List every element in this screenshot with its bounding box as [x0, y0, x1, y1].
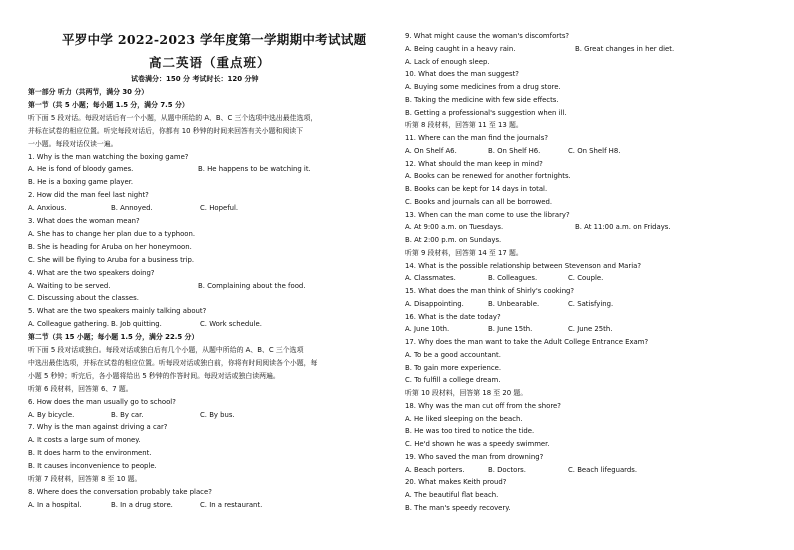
text-line: C. She will be flying to Aruba for a business trip. [28, 255, 195, 264]
exam-meta: 试卷满分：150 分 考试时长：120 分钟 [131, 75, 259, 83]
answer-option: A. At 9:00 a.m. on Tuesdays. [405, 223, 504, 232]
answer-option: A. Anxious. [28, 204, 67, 213]
text-line: 并标在试卷的相应位置。听完每段对话后，你都有 10 秒钟的时间来回答有关小题和阅读下 [28, 126, 303, 135]
answer-option: A. Colleague gathering. [28, 320, 110, 329]
text-line: A. The beautiful flat beach. [405, 491, 499, 499]
answer-option: C. Work schedule. [200, 320, 262, 329]
answer-option: B. June 15th. [488, 325, 533, 334]
text-line: 11. Where can the man find the journals? [405, 134, 548, 142]
text-line: C. To fulfill a college dream. [405, 376, 501, 385]
text-line: 18. Why was the man cut off from the shore? [405, 401, 561, 410]
text-line: 中选出最佳选项，并标在试卷的相应位置。听每段对话或独白前，你将有时间阅读各个小题，每 [28, 358, 318, 367]
answer-option: B. Doctors. [488, 465, 526, 474]
text-line: 一小题。每段对话仅读一遍。 [28, 139, 118, 148]
text-line: 第一节（共 5 小题；每小题 1.5 分，满分 7.5 分） [28, 100, 189, 109]
text-line: 9. What might cause the woman's discomforts? [405, 32, 570, 40]
answer-option: B. Great changes in her diet. [575, 44, 675, 53]
answer-option: A. Classmates. [405, 274, 456, 283]
answer-option: A. Waiting to be served. [28, 281, 111, 290]
answer-option: C. Couple. [568, 274, 604, 283]
title: 平罗中学 2022-2023 学年度第一学期期中考试试题 [62, 32, 367, 47]
answer-option: C. Satisfying. [568, 299, 614, 308]
text-line: B. Taking the medicine with few side effects. [405, 95, 559, 104]
text-line: 5. What are the two speakers mainly talking about? [28, 307, 207, 316]
text-line: 19. Who saved the man from drowning? [405, 452, 544, 461]
answer-option: B. At 11:00 a.m. on Fridays. [575, 223, 671, 232]
text-line: 3. What does the woman mean? [28, 217, 140, 225]
text-line: 1. Why is the man watching the boxing game? [28, 152, 189, 161]
text-line: 听第 8 段材料，回答第 11 至 13 题。 [405, 121, 523, 130]
answer-option: B. Complaining about the food. [198, 281, 306, 290]
answer-option: C. On Shelf H8. [568, 146, 621, 155]
answer-option: B. Colleagues. [488, 274, 538, 283]
answer-option: B. On Shelf H6. [488, 146, 541, 155]
text-line: 14. What is the possible relationship between Stevenson and Maria? [405, 261, 642, 270]
text-line: B. He was too tired to notice the tide. [405, 427, 535, 436]
text-line: 13. When can the man come to use the library? [405, 210, 570, 219]
text-line: C. He'd shown he was a speedy swimmer. [405, 440, 550, 448]
text-line: 听下面 5 段对话。每段对话后有一个小题，从题中所给的 A、B、C 三个选项中选出最佳选项， [28, 113, 318, 122]
answer-option: C. Hopeful. [200, 204, 239, 213]
answer-option: B. In a drug store. [111, 500, 173, 509]
text-line: 12. What should the man keep in mind? [405, 159, 543, 168]
text-line: 8. Where does the conversation probably take place? [28, 487, 212, 496]
text-line: A. To be a good accountant. [405, 350, 501, 359]
text-line: A. She has to change her plan due to a typhoon. [28, 229, 196, 238]
text-line: 2. How did the man feel last night? [28, 191, 149, 200]
answer-option: A. Beach porters. [405, 465, 465, 474]
answer-option: B. Annoyed. [111, 204, 153, 213]
text-line: B. To gain more experience. [405, 363, 502, 372]
text-line: 听第 10 段材料，回答第 18 至 20 题。 [405, 389, 528, 397]
text-line: 第一部分 听力（共两节，满分 30 分） [28, 88, 149, 96]
text-line: 6. How does the man usually go to school? [28, 397, 176, 406]
text-line: B. Books can be kept for 14 days in total. [405, 185, 548, 193]
answer-option: B. He happens to be watching it. [198, 165, 311, 174]
answer-option: A. Being caught in a heavy rain. [405, 44, 516, 53]
text-line: A. Books can be renewed for another fortnights. [405, 172, 571, 181]
text-line: 16. What is the date today? [405, 312, 501, 321]
text-line: B. The man's speedy recovery. [405, 503, 511, 512]
text-line: B. It causes inconvenience to people. [28, 462, 157, 471]
text-line: 小题 5 秒钟；听完后，各小题将给出 5 秒钟的作答时间。每段对话或独白读两遍。 [28, 371, 280, 380]
text-line: B. It does harm to the environment. [28, 449, 152, 458]
answer-option: B. Unbearable. [488, 299, 540, 308]
text-line: 20. What makes Keith proud? [405, 478, 507, 487]
answer-option: A. On Shelf A6. [405, 146, 457, 155]
answer-option: A. He is fond of bloody games. [28, 165, 134, 174]
answer-option: A. June 10th. [405, 325, 450, 334]
answer-option: B. By car. [111, 410, 144, 419]
text-line: A. He liked sleeping on the beach. [405, 414, 523, 423]
text-line: 4. What are the two speakers doing? [28, 268, 155, 277]
text-line: 第二节（共 15 小题；每小题 1.5 分，满分 22.5 分） [28, 333, 199, 342]
text-line: 听第 7 段材料，回答第 8 至 10 题。 [28, 475, 142, 483]
text-line: A. Buying some medicines from a drug store. [405, 83, 561, 91]
answer-option: C. Beach lifeguards. [568, 465, 638, 474]
text-line: A. Lack of enough sleep. [405, 57, 490, 66]
text-line: B. At 2:00 p.m. on Sundays. [405, 236, 502, 244]
text-line: 7. Why is the man against driving a car? [28, 423, 168, 432]
text-line: 15. What does the man think of Shirly's cooking? [405, 287, 575, 295]
answer-option: C. In a restaurant. [200, 500, 263, 509]
text-line: 10. What does the man suggest? [405, 70, 519, 79]
text-line: B. Getting a professional's suggestion when ill. [405, 108, 567, 117]
text-line: C. Discussing about the classes. [28, 294, 139, 303]
text-line: B. She is heading for Aruba on her honeymoon. [28, 242, 192, 251]
answer-option: C. By bus. [200, 410, 235, 419]
answer-option: A. By bicycle. [28, 410, 75, 419]
subtitle: 高二英语（重点班） [149, 55, 271, 70]
text-line: 听第 6 段材料，回答第 6、7 题。 [28, 384, 133, 393]
answer-option: C. June 25th. [568, 325, 613, 334]
text-line: A. It costs a large sum of money. [28, 436, 141, 445]
text-line: 听第 9 段材料，回答第 14 至 17 题。 [405, 248, 523, 257]
text-line: 听下面 5 段对话或独白。每段对话或独白后有几个小题，从题中所给的 A、B、C 三个选项 [28, 346, 304, 354]
answer-option: A. Disappointing. [405, 299, 464, 308]
text-line: B. He is a boxing game player. [28, 178, 134, 187]
answer-option: B. Job quitting. [111, 320, 162, 329]
answer-option: A. In a hospital. [28, 500, 82, 509]
text-line: 17. Why does the man want to take the Adult College Entrance Exam? [405, 338, 649, 346]
text-line: C. Books and journals can all be borrowed. [405, 197, 553, 206]
